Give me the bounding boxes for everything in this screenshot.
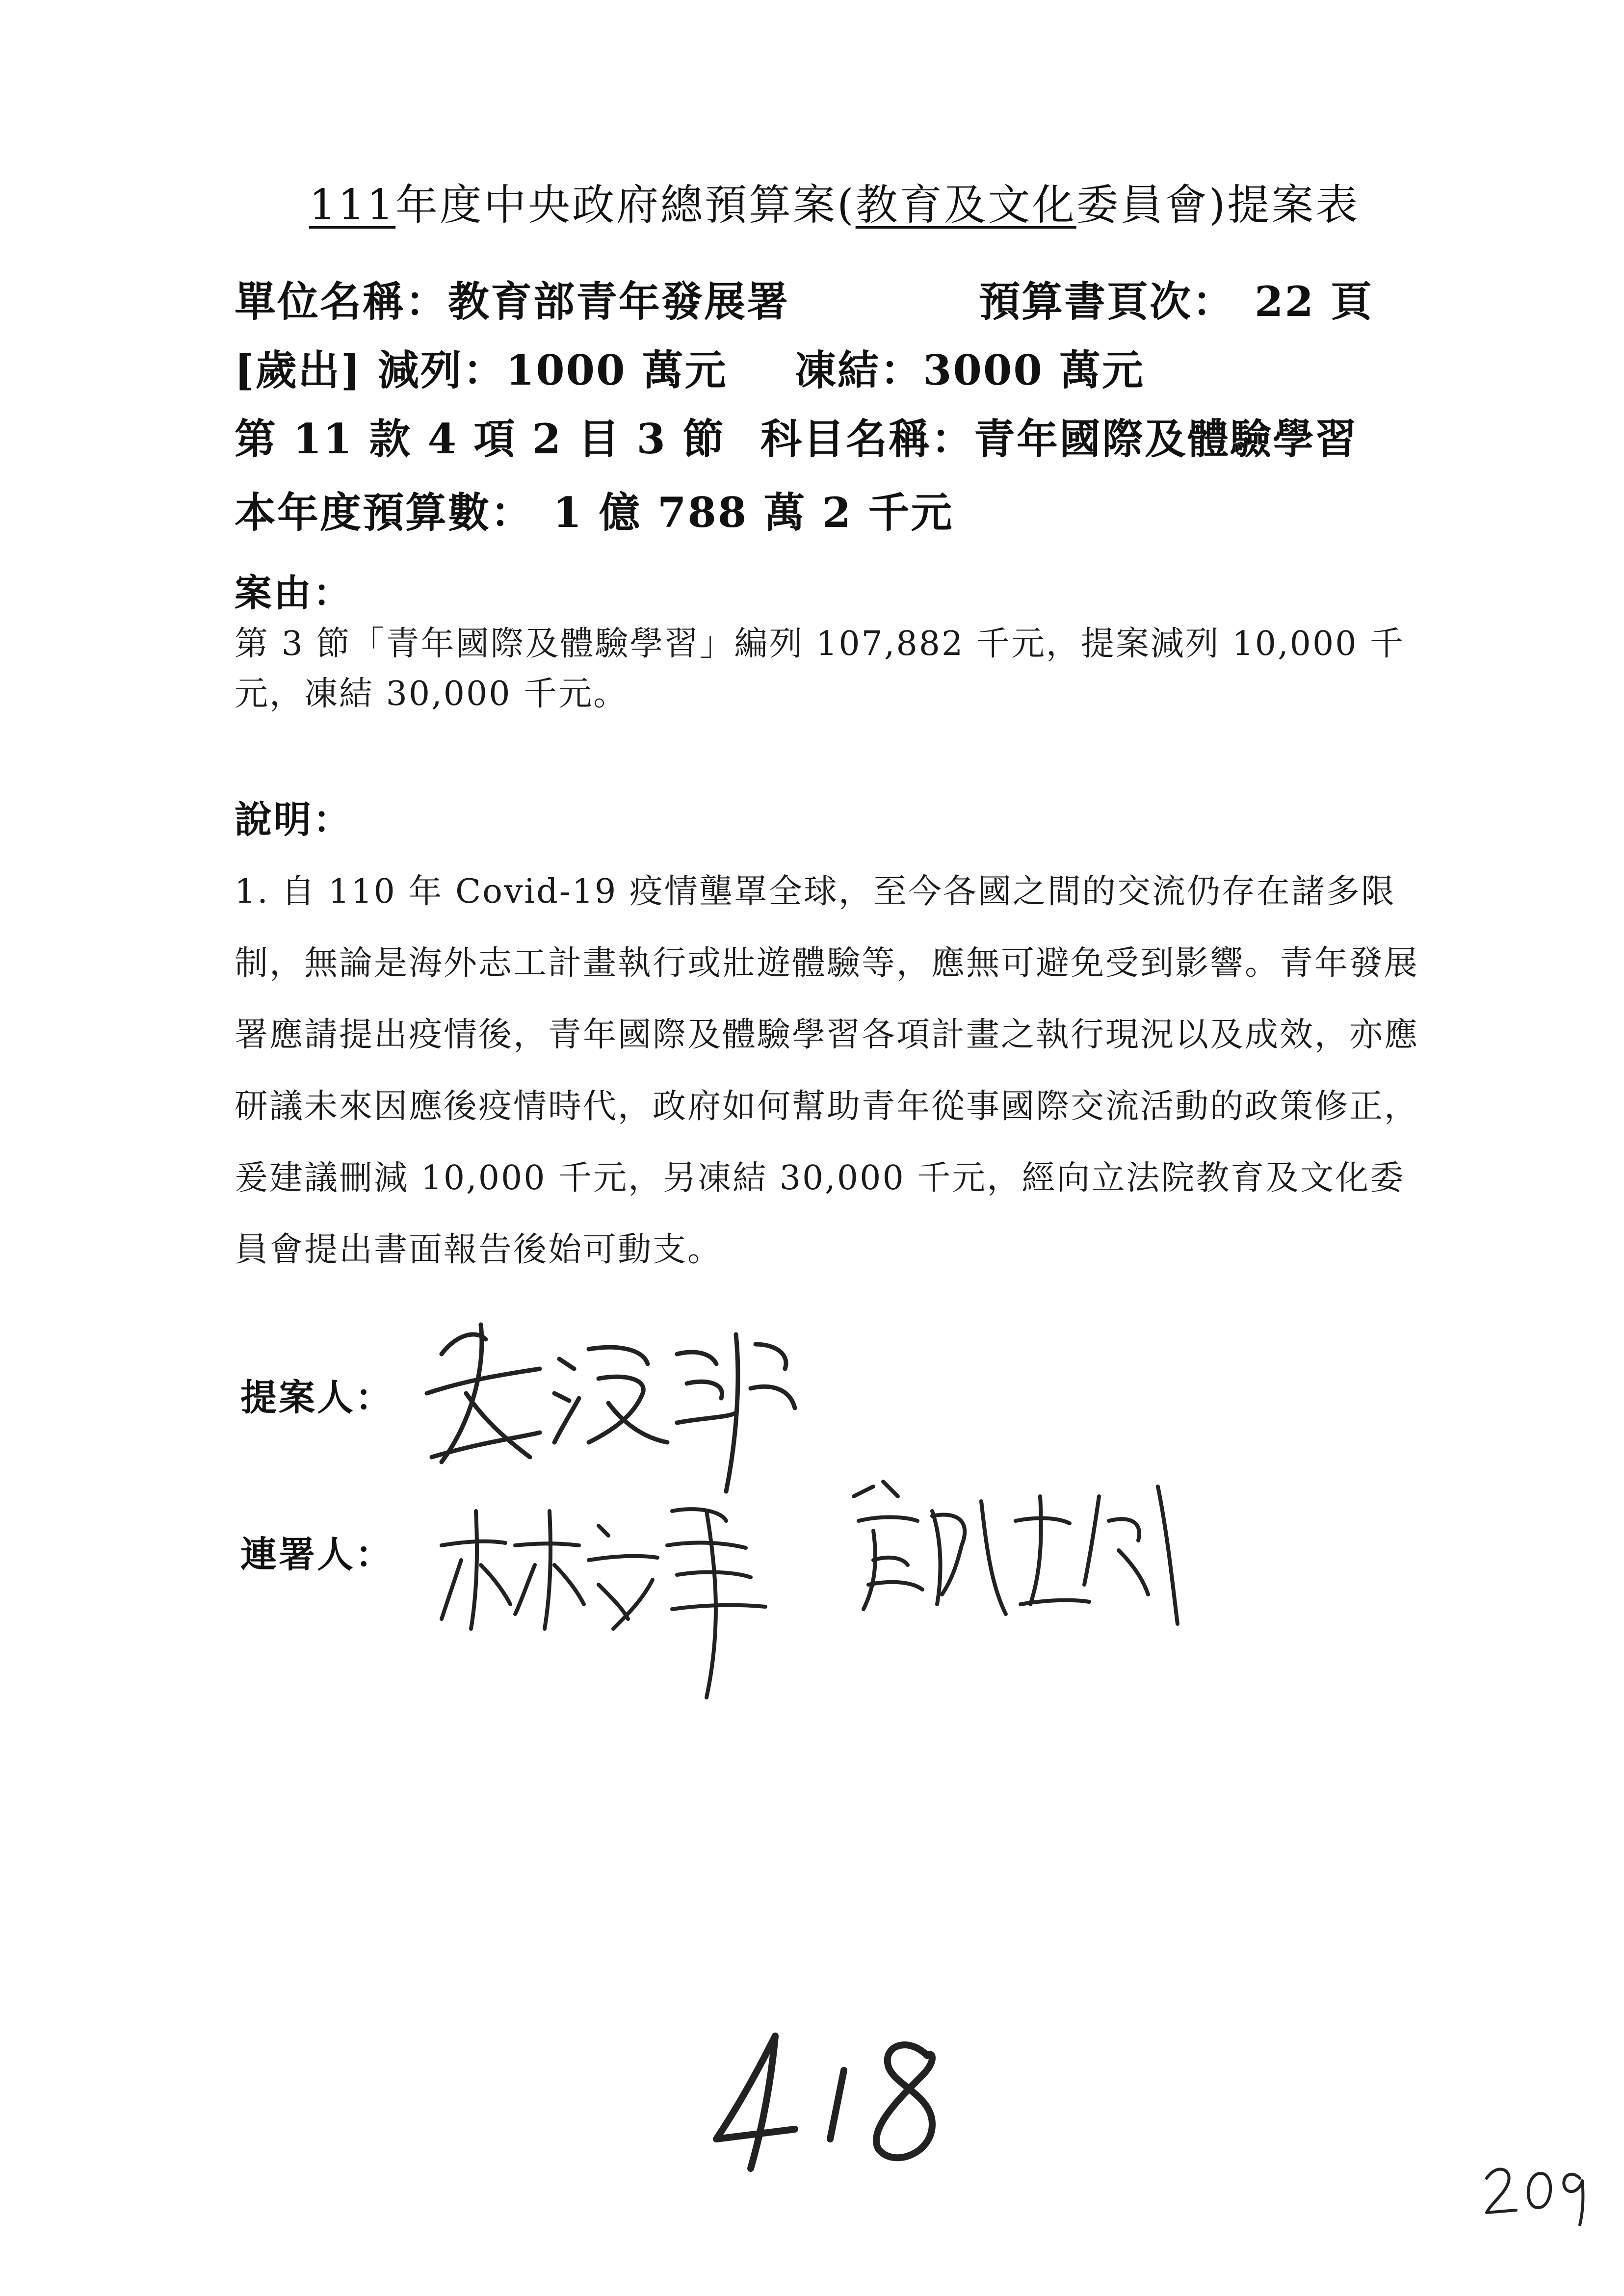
freeze-row (795, 338, 1145, 397)
cosigner-signature-1 (432, 1482, 785, 1707)
freeze-label: 凍結： (795, 346, 923, 394)
reason-label: 案由： (235, 571, 352, 615)
title-part2: 委員會)提案表 (1076, 181, 1360, 230)
document-title (309, 171, 1360, 232)
annual-budget-label: 本年度預算數： (235, 488, 534, 537)
cosigner-label: 連署人： (240, 1534, 393, 1576)
handwritten-number (702, 2021, 957, 2178)
reduce-label: 減列： (377, 346, 506, 394)
subject-label: 科目名稱： (760, 415, 974, 463)
budget-page-value: 22 頁 (1255, 277, 1374, 326)
unit-label: 單位名稱： (235, 277, 448, 326)
reason-text: 第 3 節「青年國際及體驗學習」編列 107,882 千元，提案減列 10,000 千元，凍結 30,000 千元。 (235, 625, 1405, 713)
budget-page-label: 預算書頁次： (979, 277, 1235, 326)
cosigner-signature-2 (844, 1467, 1187, 1634)
proposer-label: 提案人： (240, 1377, 393, 1419)
item-code: 第 11 款 4 項 2 目 3 節 (235, 415, 726, 463)
unit-value: 教育部青年發展署 (448, 277, 790, 326)
annual-budget-value: 1 億 788 萬 2 千元 (553, 488, 954, 537)
expenditure-bracket: [歲出] (235, 346, 362, 394)
subject-value: 青年國際及體驗學習 (974, 415, 1359, 463)
reduce-value: 1000 萬元 (505, 346, 728, 394)
explanation-label: 說明： (235, 798, 352, 841)
title-part1: 年度中央政府總預算案( (395, 181, 856, 230)
freeze-value: 3000 萬元 (923, 346, 1145, 394)
annual-budget-row (235, 480, 953, 539)
expenditure-row (235, 338, 728, 397)
proposer-signature (412, 1295, 814, 1501)
title-year: 111 (309, 181, 396, 230)
title-committee: 教育及文化 (855, 181, 1076, 230)
budget-page-row (979, 269, 1373, 328)
unit-row (235, 269, 789, 328)
subject-row (760, 406, 1358, 466)
explanation-text: 1. 自 110 年 Covid-19 疫情壟罩全球，至今各國之間的交流仍存在諸多限制，無論是海外志工計畫執行或壯遊體驗等，應無可避免受到影響。青年發展署應請提出疫情後，青年國際及體驗學習各項計畫之執行現況以及成效，亦應研議未來因應後疫情時代，政府如何幫助青年從事國際交流活動的政策修正，爰建議刪減 10,000 千元，另凍結 30,000 千元，經向立法院教育及文化委員會提出書面報告後始可動支。 (235, 872, 1419, 1269)
page-number (1482, 2159, 1590, 2227)
